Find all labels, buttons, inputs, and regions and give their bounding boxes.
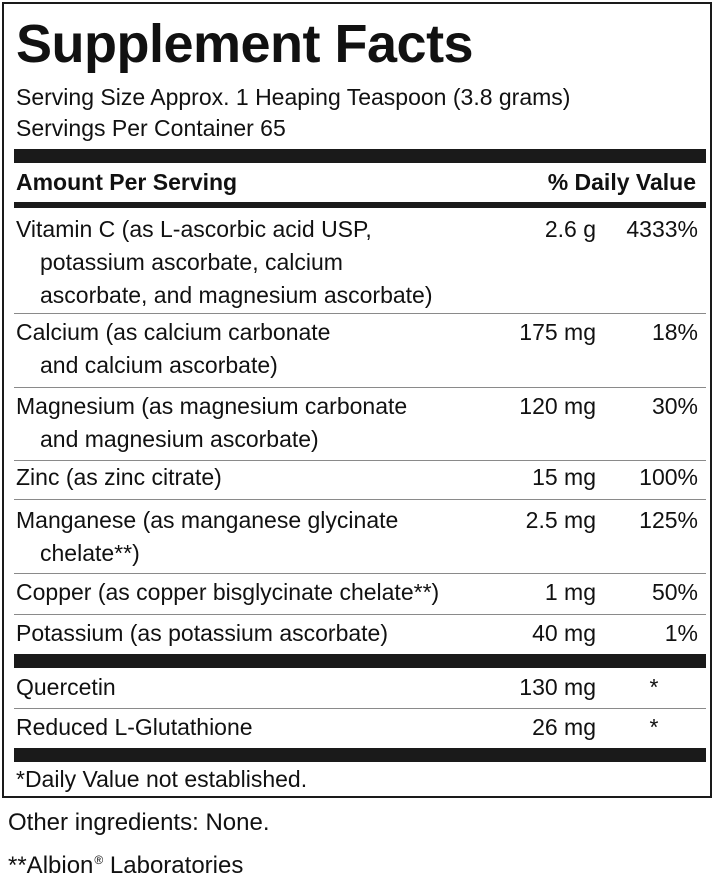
nutrient-name — [16, 711, 253, 744]
nutrient-name — [16, 461, 222, 494]
nutrient-amount: 15 mg — [532, 464, 596, 490]
nutrient-daily-value: 30% — [651, 393, 698, 419]
nutrient-daily-value: 18% — [651, 319, 698, 345]
nutrient-amount: 130 mg — [519, 674, 596, 700]
nutrient-amount: 120 mg — [519, 393, 596, 419]
row-divider — [14, 499, 706, 500]
servings-per-container: Servings Per Container 65 — [16, 115, 286, 141]
nutrient-name-line: Reduced L-Glutathione — [16, 714, 253, 740]
header-daily-value: % Daily Value — [547, 169, 696, 195]
nutrient-amount: 2.6 g — [544, 216, 596, 242]
nutrient-name — [16, 213, 433, 312]
nutrient-amount: 26 mg — [532, 714, 596, 740]
row-divider — [14, 614, 706, 615]
nutrient-name-line: Zinc (as zinc citrate) — [16, 464, 222, 490]
nutrient-amount: 1 mg — [544, 579, 596, 605]
nutrient-amount: 175 mg — [519, 319, 596, 345]
nutrient-name — [16, 576, 439, 609]
nutrient-amount: 40 mg — [532, 620, 596, 646]
serving-size: Serving Size Approx. 1 Heaping Teaspoon (3.8 grams) — [16, 84, 571, 110]
nutrient-daily-value: 100% — [639, 464, 698, 490]
nutrient-daily-value: 50% — [651, 579, 698, 605]
nutrient-name-line: Copper (as copper bisglycinate chelate**) — [16, 579, 440, 605]
label-title: Supplement Facts — [16, 14, 474, 74]
nutrient-name-line: Manganese (as manganese glycinate — [16, 507, 399, 533]
nutrient-daily-value: 1% — [664, 620, 698, 646]
row-divider — [14, 573, 706, 574]
nutrient-name-line: Vitamin C (as L-ascorbic acid USP, — [16, 216, 372, 242]
nutrient-daily-value: 4333% — [626, 216, 698, 242]
nutrient-name-line: and magnesium ascorbate) — [40, 426, 319, 452]
daily-value-footnote: *Daily Value not established. — [16, 766, 308, 792]
albion-prefix: **Albion — [8, 852, 94, 879]
nutrient-name-line: and calcium ascorbate) — [40, 352, 278, 378]
supplement-facts-panel — [2, 2, 712, 798]
nutrient-daily-value: * — [649, 674, 659, 700]
nutrient-name-line: ascorbate, and magnesium ascorbate) — [40, 282, 433, 308]
thick-divider-middle — [14, 654, 706, 668]
nutrient-name-line: Potassium (as potassium ascorbate) — [16, 620, 388, 646]
nutrient-amount: 2.5 mg — [525, 507, 596, 533]
albion-suffix: Laboratories — [103, 852, 244, 879]
header-amount-per-serving: Amount Per Serving — [16, 169, 238, 195]
medium-divider — [14, 202, 706, 208]
nutrient-name-line: Calcium (as calcium carbonate — [16, 319, 331, 345]
nutrient-name — [16, 390, 407, 456]
albion-note — [8, 845, 243, 881]
nutrient-name — [16, 316, 330, 382]
thick-divider-bottom — [14, 748, 706, 762]
nutrient-name-line: chelate**) — [40, 540, 140, 566]
nutrient-name — [16, 504, 398, 570]
nutrient-daily-value: * — [649, 714, 659, 740]
row-divider — [14, 313, 706, 314]
nutrient-name-line: potassium ascorbate, calcium — [40, 249, 343, 275]
registered-mark: ® — [94, 853, 104, 867]
nutrient-name — [16, 617, 388, 650]
thick-divider-top — [14, 149, 706, 163]
row-divider — [14, 387, 706, 388]
nutrient-name-line: Magnesium (as magnesium carbonate — [16, 393, 408, 419]
other-ingredients: Other ingredients: None. — [8, 809, 270, 836]
nutrient-name — [16, 671, 116, 704]
nutrient-daily-value: 125% — [639, 507, 698, 533]
nutrient-name-line: Quercetin — [16, 674, 116, 700]
row-divider — [14, 708, 706, 709]
